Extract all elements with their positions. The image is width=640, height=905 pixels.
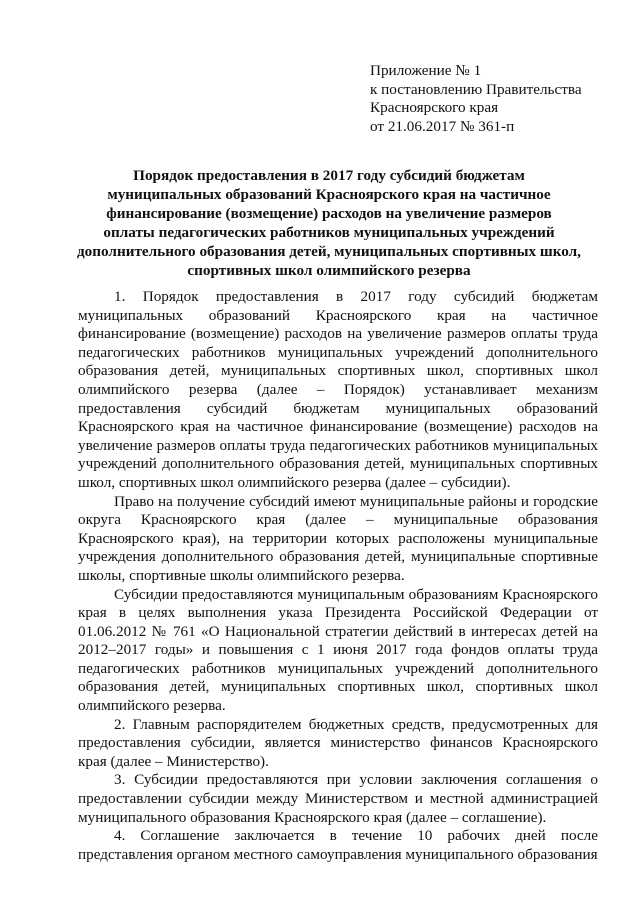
title-line: оплаты педагогических работников муниципальных учреждений [103, 224, 555, 242]
title-line: финансирование (возмещение) расходов на увеличение размеров [106, 205, 552, 223]
appendix-region: Красноярского края [370, 99, 499, 117]
paragraph-2: 2. Главным распорядителем бюджетных средств, предусмотренных для предоставления субсидии, является министерство финансов Красноярского края (далее – Министерство). [78, 715, 598, 770]
title-line: дополнительного образования детей, муниципальных спортивных школ, [77, 243, 581, 261]
paragraph-1: 1. Порядок предоставления в 2017 году субсидий бюджетам муниципальных образований Красноярского края на частичное финансирование (возмещение) расходов на увеличение размеров оплаты труда педагогических работников муниципальных учреждений дополнительного образования детей, муниципальных спортивных школ, спортивных школ олимпийского резерва (далее – Порядок) устанавливает механизм предоставления субсидий бюджетам муниципальных образований Красноярского края на частичное финансирование (возмещение) расходов на увеличение размеров оплаты труда педагогических работников муниципальных учреждений дополнительного образования детей, муниципальных спортивных школ, спортивных школ олимпийского резерва (далее – субсидии). [78, 288, 598, 491]
paragraph-4: 4. Соглашение заключается в течение 10 рабочих дней после представления органом местного самоуправления муниципального образования [78, 827, 598, 863]
paragraph-3: 3. Субсидии предоставляются при условии заключения соглашения о предоставлении субсидии между Министерством и местной администрацией муниципального образования Красноярского края (далее – соглашение). [78, 771, 598, 826]
document-body [78, 288, 598, 864]
appendix-number: Приложение № 1 [370, 62, 482, 79]
appendix-header [370, 62, 620, 136]
paragraph-subsidies: Субсидии предоставляются муниципальным образованиям Красноярского края в целях выполнения указа Президента Российской Федерации от 01.06.2012 № 761 «О Национальной стратегии действий в интересах детей на 2012–2017 годы» и повышения с 1 июня 2017 года фондов оплаты труда педагогических работников муниципальных учреждений дополнительного образования детей, муниципальных спортивных школ, спортивных школ олимпийского резерва. [78, 585, 598, 715]
title-line: муниципальных образований Красноярского края на частичное [107, 186, 551, 204]
title-line: спортивных школ олимпийского резерва [187, 262, 471, 280]
appendix-reference: к постановлению Правительства [370, 80, 582, 98]
document-title [64, 166, 594, 281]
title-line: Порядок предоставления в 2017 году субсидий бюджетам [133, 167, 525, 184]
paragraph-right: Право на получение субсидий имеют муниципальные районы и городские округа Красноярского края (далее – муниципальные образования Красноярского края), на территории которых расположены муниципальные учреждения дополнительного образования детей, муниципальные спортивные школы, спортивные школы олимпийского резерва. [78, 492, 598, 584]
appendix-date: от 21.06.2017 № 361-п [370, 117, 515, 135]
